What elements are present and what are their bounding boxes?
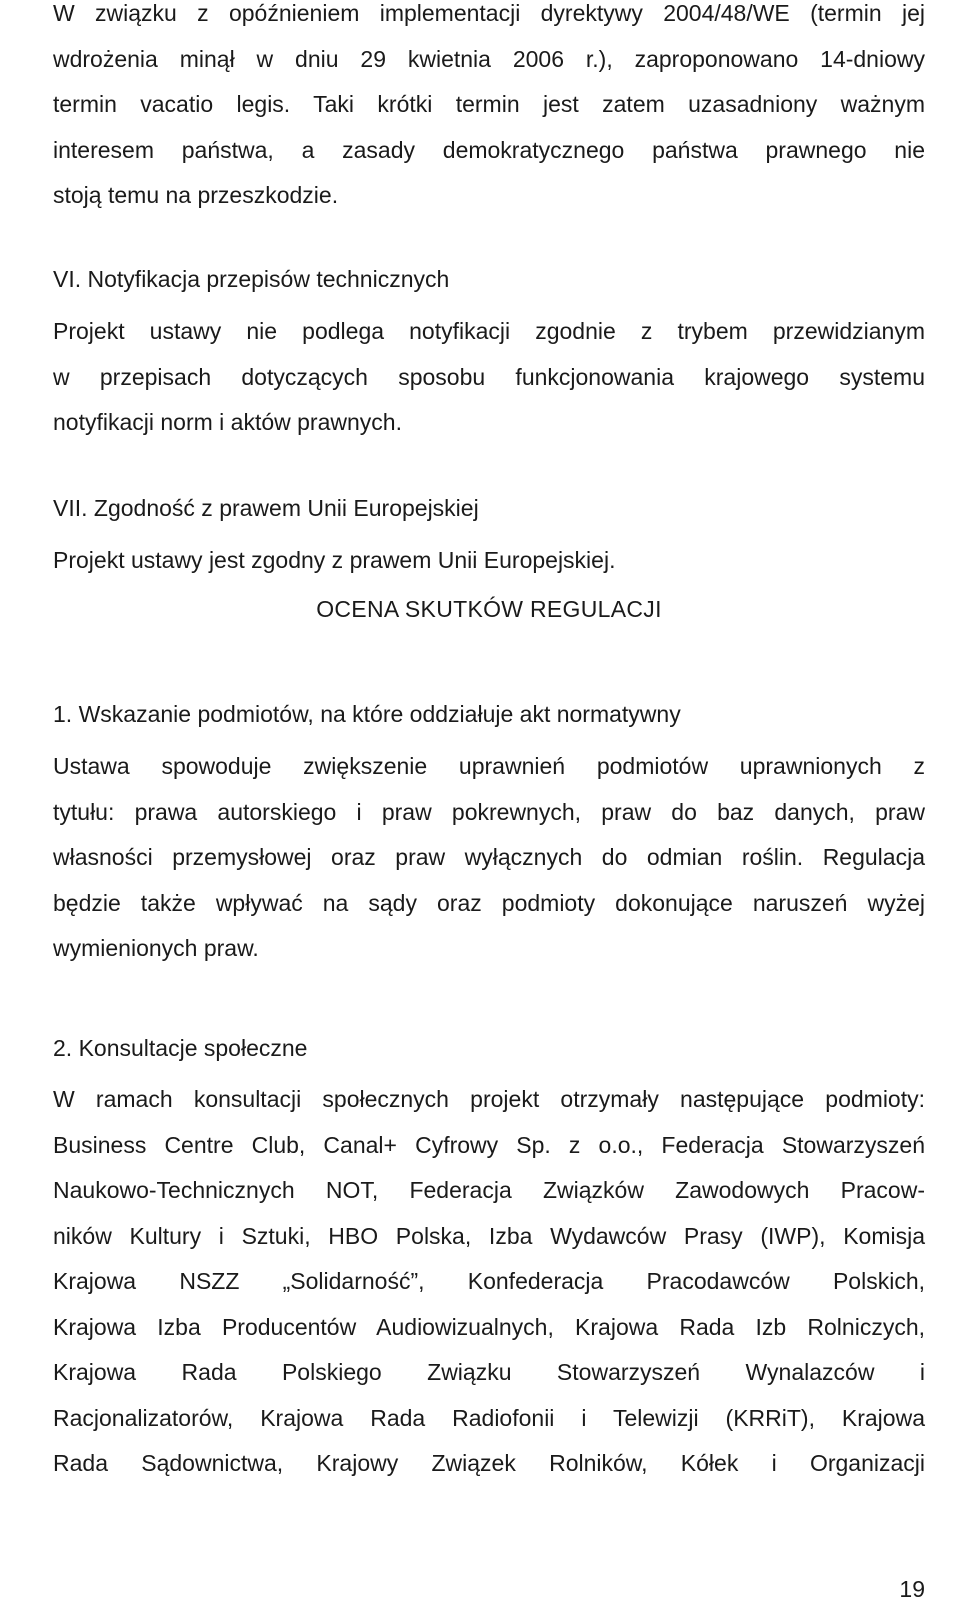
text-line: Krajowa Rada Polskiego Związku Stowarzyszeń Wynalazców i [53, 1359, 925, 1385]
text-line: interesem państwa, a zasady demokratycznego państwa prawnego nie [53, 136, 925, 163]
text-line: Ustawa spowoduje zwiększenie uprawnień podmiotów uprawnionych z [53, 753, 925, 779]
text-line: wymienionych praw. [53, 935, 259, 961]
page-number: 19 [899, 1576, 925, 1602]
point-title: Konsultacje społeczne [78, 1035, 308, 1061]
point-title: Wskazanie podmiotów, na które oddziałuje akt normatywny [78, 701, 681, 727]
text-line: wdrożenia minął w dniu 29 kwietnia 2006 r.), zaproponowano 14-dniowy [53, 45, 925, 72]
point-heading-1 [53, 692, 925, 738]
intro-paragraph [53, 0, 925, 219]
text-line: stoją temu na przeszkodzie. [53, 182, 339, 208]
text-line: notyfikacji norm i aktów prawnych. [53, 409, 402, 435]
text-line: Racjonalizatorów, Krajowa Rada Radiofonii i Telewizji (KRRiT), Krajowa [53, 1404, 925, 1431]
point-heading-2 [53, 1026, 925, 1072]
text-line: będzie także wpływać na sądy oraz podmioty dokonujące naruszeń wyżej [53, 889, 925, 916]
document-page [53, 0, 925, 1623]
point-number: 2. [53, 1035, 79, 1061]
text-line: W związku z opóźnieniem implementacji dyrektywy 2004/48/WE (termin jej [53, 0, 925, 26]
point-2-paragraph [53, 1077, 925, 1487]
text-line: Krajowa Izba Producentów Audiowizualnych, Krajowa Rada Izb Rolniczych, [53, 1313, 925, 1340]
section-vi-paragraph [53, 309, 925, 446]
text-line: Projekt ustawy nie podlega notyfikacji zgodnie z trybem przewidzianym [53, 318, 925, 344]
point-1-paragraph [53, 744, 925, 972]
section-vii-paragraph [53, 538, 925, 584]
point-number: 1. [53, 701, 79, 727]
section-heading-vi [53, 257, 925, 303]
text-line: termin vacatio legis. Taki krótki termin jest zatem uzasadniony ważnym [53, 91, 925, 117]
text-line: Rada Sądownictwa, Krajowy Związek Rolników, Kółek i Organizacji [53, 1450, 925, 1476]
section-heading-vii [53, 486, 925, 532]
section-number: VII. [53, 495, 94, 521]
section-title: Notyfikacja przepisów technicznych [87, 266, 450, 292]
text-line: tytułu: prawa autorskiego i praw pokrewnych, praw do baz danych, praw [53, 798, 925, 825]
text-line: Krajowa NSZZ „Solidarność”, Konfederacja Pracodawców Polskich, [53, 1268, 925, 1294]
section-title: Zgodność z prawem Unii Europejskiej [93, 495, 479, 521]
text-line: Business Centre Club, Canal+ Cyfrowy Sp. z o.o., Federacja Stowarzyszeń [53, 1131, 925, 1158]
text-line: ników Kultury i Sztuki, HBO Polska, Izba Wydawców Prasy (IWP), Komisja [53, 1222, 925, 1249]
osr-title: OCENA SKUTKÓW REGULACJI [316, 596, 662, 622]
text-line: w przepisach dotyczących sposobu funkcjonowania krajowego systemu [53, 363, 925, 390]
text-line: Naukowo-Technicznych NOT, Federacja Związków Zawodowych Pracow- [53, 1177, 925, 1203]
section-number: VI. [53, 266, 88, 292]
text-line: własności przemysłowej oraz praw wyłącznych do odmian roślin. Regulacja [53, 844, 925, 870]
text-line: Projekt ustawy jest zgodny z prawem Unii Europejskiej. [53, 547, 616, 573]
text-line: W ramach konsultacji społecznych projekt otrzymały następujące podmioty: [53, 1086, 925, 1112]
